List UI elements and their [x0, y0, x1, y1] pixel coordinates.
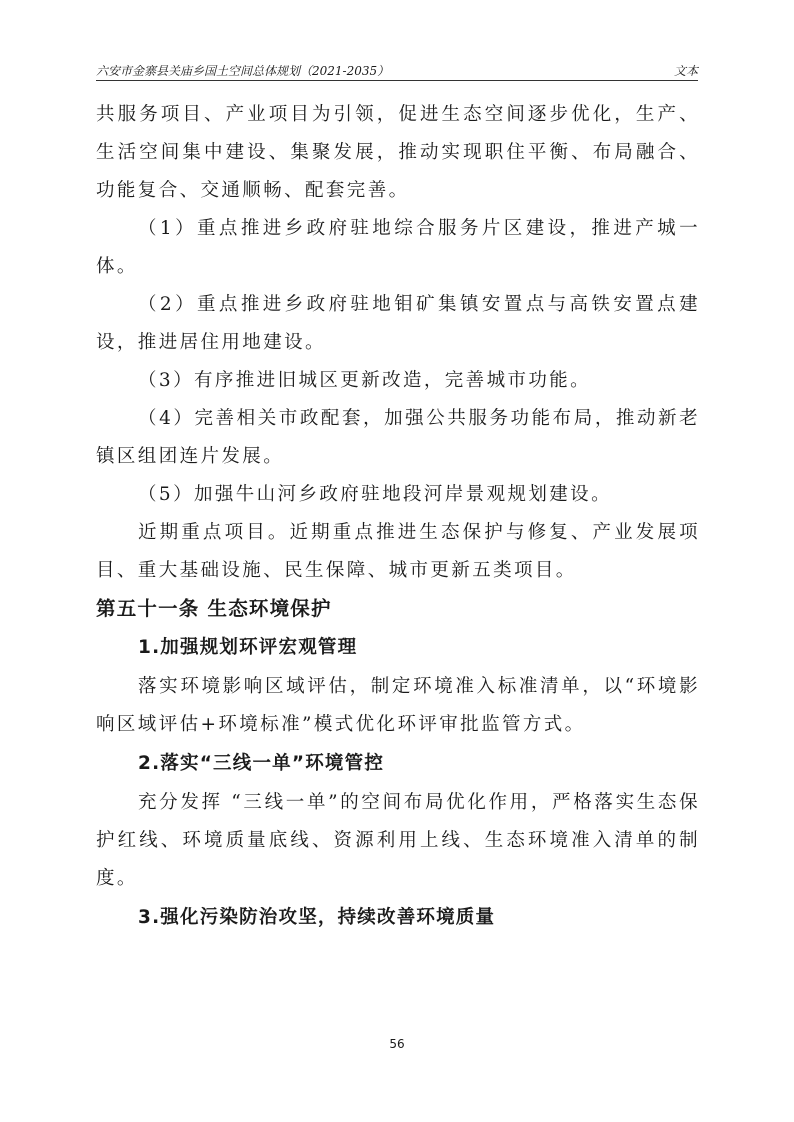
- paragraph-key-projects: 近期重点项目。近期重点推进生态保护与修复、产业发展项目、重大基础设施、民生保障、城市更新五类项目。: [96, 522, 700, 581]
- page-header: [96, 60, 698, 81]
- document-title: 六安市金寨县关庙乡国土空间总体规划（2021-2035）: [96, 64, 390, 78]
- page-content: [96, 96, 700, 938]
- subheading-3: 3.强化污染防治攻坚，持续改善环境质量: [138, 907, 496, 928]
- page-number: 56: [389, 1037, 405, 1051]
- paragraph-three-lines: 充分发挥 “三线一单”的空间布局优化作用，严格落实生态保护红线、环境质量底线、资源利用上线、生态环境准入清单的制度。: [96, 792, 700, 889]
- paragraph-environment-assessment: 落实环境影响区域评估，制定环境准入标准清单，以“环境影响区域评估+环境标准”模式优化环评审批监管方式。: [96, 676, 700, 735]
- document-type-label: 文本: [673, 64, 698, 78]
- paragraph-item-3: （3）有序推进旧城区更新改造，完善城市功能。: [138, 370, 592, 391]
- paragraph-item-2: （2）重点推进乡政府驻地钼矿集镇安置点与高铁安置点建设，推进居住用地建设。: [96, 294, 700, 353]
- subheading-1: 1.加强规划环评宏观管理: [138, 637, 358, 658]
- paragraph-continuation: 共服务项目、产业项目为引领，促进生态空间逐步优化，生产、生活空间集中建设、集聚发展，推动实现职住平衡、布局融合、功能复合、交通顺畅、配套完善。: [96, 104, 700, 201]
- paragraph-item-4: （4）完善相关市政配套，加强公共服务功能布局，推动新老镇区组团连片发展。: [96, 408, 700, 467]
- section-heading: 第五十一条 生态环境保护: [96, 597, 332, 620]
- subheading-2: 2.落实“三线一单”环境管控: [138, 753, 385, 774]
- paragraph-item-1: （1）重点推进乡政府驻地综合服务片区建设，推进产城一体。: [96, 218, 700, 277]
- paragraph-item-5: （5）加强牛山河乡政府驻地段河岸景观规划建设。: [138, 484, 612, 505]
